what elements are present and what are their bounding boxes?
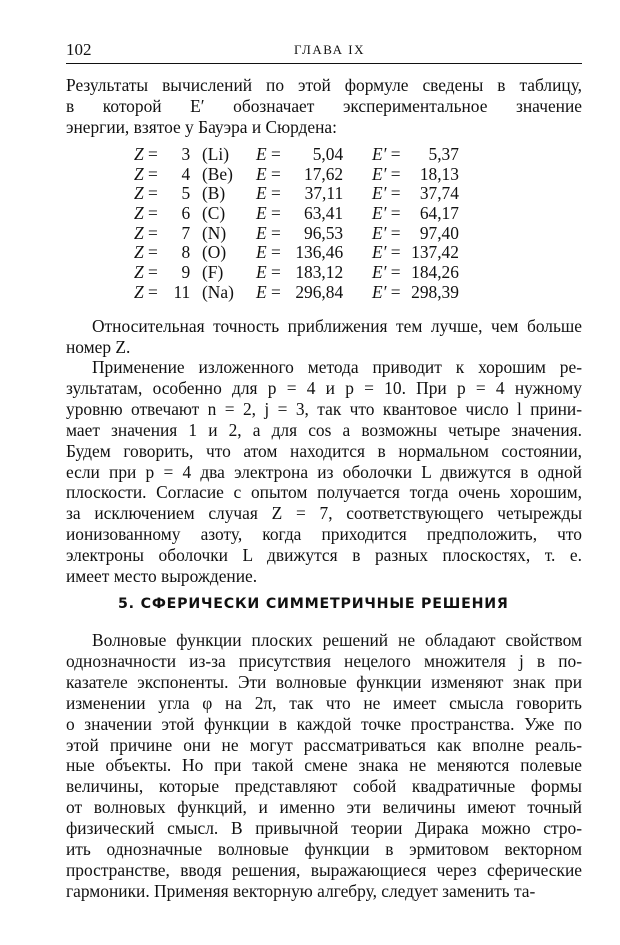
table-row: Z = 4 (Be) E = 17,62 E′ = 18,13 xyxy=(134,163,459,184)
element-symbol: (C) xyxy=(202,203,226,224)
experimental-energy: 97,40 xyxy=(419,222,459,243)
element-symbol: (B) xyxy=(202,183,226,204)
text-line: физический смысл. В привычной теории Дирака можно стро- xyxy=(66,818,582,839)
intro-line-3: энергии, взятое у Бауэра и Сюрдена: xyxy=(66,117,337,137)
experimental-energy: 18,13 xyxy=(419,163,459,184)
section-title: 5. СФЕРИЧЕСКИ СИММЕТРИЧНЫЕ РЕШЕНИЯ xyxy=(118,596,509,612)
experimental-energy: 64,17 xyxy=(419,203,459,224)
text-line: если при p = 4 два электрона из оболочки L движутся в одной xyxy=(66,461,582,482)
energy-table xyxy=(134,145,464,303)
z-value: 8 xyxy=(181,242,191,263)
experimental-energy: 137,42 xyxy=(411,242,459,263)
text-line: ить однозначные волновые функции в эрмитовом векторном xyxy=(66,839,582,859)
computed-energy: 37,11 xyxy=(304,183,344,204)
text-line: однозначности из-за присутствия нецелого множителя j в по- xyxy=(66,650,582,671)
text-line: за исключением случая Z = 7, соответствующего четырежды xyxy=(66,503,582,524)
text-line: ионизованному азоту, когда приходится предположить, что xyxy=(66,524,582,545)
table-row: Z = 5 (B) E = 37,11 E′ = 37,74 xyxy=(134,183,459,204)
text-line: Будем говорить, что атом находится в нормальном состоянии, xyxy=(66,440,582,461)
table-row: Z = 11 (Na) E = 296,84 E′ = 298,39 xyxy=(134,281,459,302)
computed-energy: 296,84 xyxy=(295,281,344,302)
table-row: Z = 7 (N) E = 96,53 E′ = 97,40 xyxy=(134,222,459,243)
experimental-energy: 5,37 xyxy=(428,144,459,164)
text-line: изменении угла φ на 2π, так что не имеет смысла говорить xyxy=(66,692,582,713)
z-value: 11 xyxy=(173,281,191,302)
text-line: Волновые функции плоских решений не обладают свойством xyxy=(92,630,582,650)
intro-line-1: Результаты вычислений по этой формуле сведены в таблицу, xyxy=(66,75,582,95)
element-symbol: (F) xyxy=(202,262,224,283)
precision-line-2: номер Z. xyxy=(66,337,131,357)
text-line: электроны оболочки L движутся в разных плоскостях, т. е. xyxy=(66,545,582,566)
intro-line-2: в которой E′ обозначает экспериментальное значение xyxy=(66,96,582,116)
text-line: плоскости. Согласие с опытом получается тогда очень хорошим, xyxy=(66,482,582,503)
text-line: зультатам, особенно для p = 4 и p = 10. При p = 4 нужному xyxy=(66,377,582,398)
element-symbol: (N) xyxy=(202,222,227,243)
chapter-title: ГЛАВА IX xyxy=(294,42,365,57)
text-line: ные объекты. Но при такой смене знака не меняются полевые xyxy=(66,755,582,776)
table-row: Z = 9 (F) E = 183,12 E′ = 184,26 xyxy=(134,262,459,283)
computed-energy: 17,62 xyxy=(304,163,344,184)
computed-energy: 96,53 xyxy=(304,222,344,243)
z-value: 5 xyxy=(181,183,191,204)
table-row: Z = 8 (O) E = 136,46 E′ = 137,42 xyxy=(134,242,459,263)
element-symbol: (O) xyxy=(202,242,227,263)
precision-line-1: Относительная точность приближения тем лучше, чем больше xyxy=(92,316,582,336)
z-value: 3 xyxy=(181,144,191,164)
header-rule xyxy=(66,63,582,64)
text-line: казателе экспоненты. Эти волновые функции изменяют знак при xyxy=(66,671,582,692)
element-symbol: (Be) xyxy=(202,163,233,184)
table-row: Z = 6 (C) E = 63,41 E′ = 64,17 xyxy=(134,203,459,224)
page-header xyxy=(66,40,582,62)
computed-energy: 5,04 xyxy=(312,144,344,164)
text-line: пространстве, вводя решения, выражающиеся через сферические xyxy=(66,859,582,880)
element-symbol: (Li) xyxy=(202,144,230,164)
page-number: 102 xyxy=(66,40,92,59)
text-line: Применение изложенного метода приводит к хорошим ре- xyxy=(92,357,582,377)
table-row: Z = 3 (Li) E = 5,04 E′ = 5,37 xyxy=(134,144,459,164)
element-symbol: (Na) xyxy=(202,281,234,302)
z-value: 7 xyxy=(181,222,191,243)
z-value: 9 xyxy=(181,262,191,283)
text-line: величины, которые представляют собой квадратичные формы xyxy=(66,776,582,797)
experimental-energy: 37,74 xyxy=(419,183,459,204)
text-line: от волновых функций, и именно эти величины имеют точный xyxy=(66,797,582,818)
z-value: 6 xyxy=(181,203,191,224)
text-line: этой причине они не могут рассматриваться как вполне реаль- xyxy=(66,734,582,755)
text-line: мает значения 1 и 2, а для cos a возможны четыре значения. xyxy=(66,419,582,440)
computed-energy: 136,46 xyxy=(295,242,344,263)
z-value: 4 xyxy=(181,163,191,184)
experimental-energy: 298,39 xyxy=(411,281,459,302)
computed-energy: 63,41 xyxy=(304,203,344,224)
text-line: гармоники. Применяя векторную алгебру, следует заменить та- xyxy=(66,880,536,901)
experimental-energy: 184,26 xyxy=(411,262,459,283)
text-line: имеет место вырождение. xyxy=(66,566,258,586)
computed-energy: 183,12 xyxy=(295,262,344,283)
text-line: уровню отвечают n = 2, j = 3, так что квантовое число l прини- xyxy=(66,398,582,419)
text-line: о значении этой функции в каждой точке пространства. Уже по xyxy=(66,713,582,734)
